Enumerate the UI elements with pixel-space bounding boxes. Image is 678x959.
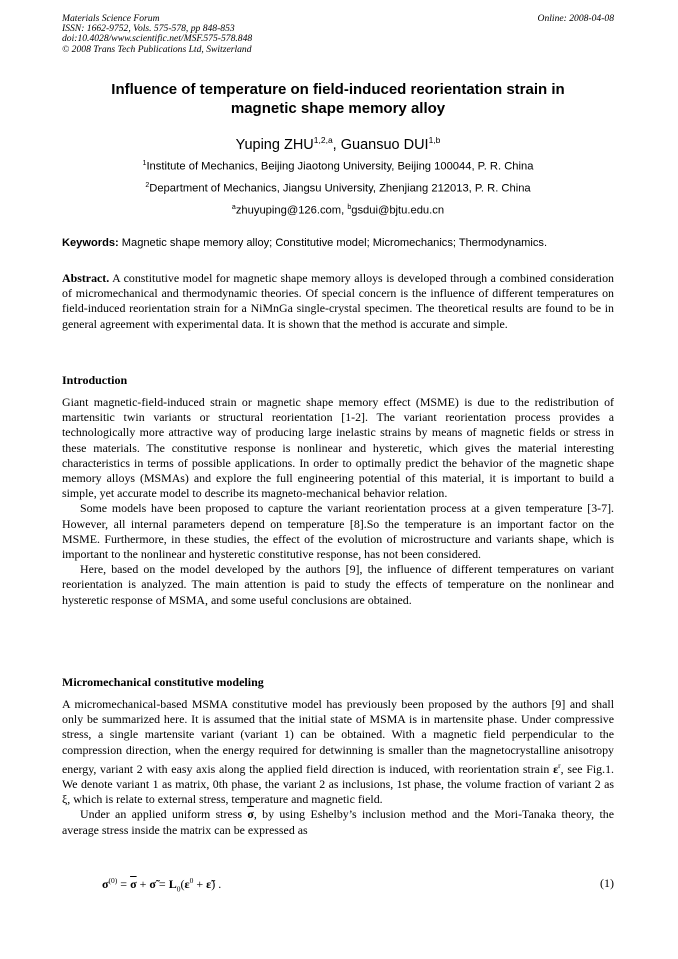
eq-eps-sup: 0 bbox=[189, 876, 194, 885]
affiliation-1 bbox=[62, 157, 614, 174]
micro-p2-text-b: , by using Eshelby’s inclusion method and the Mori-Tanaka theory, the average stress inside the matrix can be expressed as bbox=[62, 807, 614, 837]
journal-name: Materials Science Forum bbox=[62, 13, 160, 24]
intro-paragraph-1: Giant magnetic-field-induced strain or magnetic shape memory effect (MSME) is due to the redistribution of martensitic twin variants or structural reorientation [1-2]. The variant reorientation process provides a technologically more attractive way of producing large inelastic strains by means of magnetic fields or stress in these materials. The constitutive response is nonlinear and hysteretic, which gives the material interesting characteristics in terms of possible applications. In order to optimally predict the behavior of the magnetic shape memory alloys (MSMAs) and explore the full engineering potential of this material, it is important to build a simple, yet accurate model to describe its magneto-mechanical behavior relation. bbox=[62, 395, 614, 501]
email-b[interactable]: gsdui@bjtu.edu.cn bbox=[351, 204, 445, 217]
keywords-text: Magnetic shape memory alloy; Constitutive model; Micromechanics; Thermodynamics. bbox=[118, 237, 548, 249]
email-b-sup: b bbox=[347, 204, 352, 211]
equation-number: (1) bbox=[600, 876, 614, 890]
intro-paragraph-2: Some models have been proposed to capture the variant reorientation process at a given temperature [3-7]. However, all internal parameters depend on temperature [8].So the temperature is an important factor on the MSME. Furthermore, in these studies, the effect of the evolution of microstructure and variants shape, which is important to the nonlinear and hysteretic constitutive response, has not been considered. bbox=[62, 501, 614, 562]
strain-symbol: ε bbox=[553, 761, 559, 776]
author-2: Guansuo DUI bbox=[340, 136, 429, 153]
eq-sigma-bar: $\overline{\sigma}$ bbox=[130, 877, 137, 891]
intro-paragraph-3: Here, based on the model developed by the authors [9], the influence of different temperatures on variant reorientation is analyzed. The main attention is paid to study the effects of temperature on the nonlinear and hysteretic response of MSMA, and some useful conclusions are obtained. bbox=[62, 562, 614, 607]
author-2-sup: 1,b bbox=[428, 135, 441, 145]
eq-open-paren: ( bbox=[180, 877, 185, 891]
equation-expression bbox=[102, 876, 221, 893]
micro-paragraph-1 bbox=[62, 697, 614, 807]
aff-1-sup: 1 bbox=[142, 160, 147, 167]
strain-sup: r bbox=[558, 760, 561, 770]
micromechanical-body bbox=[62, 697, 614, 838]
aff-2-text: Department of Mechanics, Jiangsu University, Zhenjiang 212013, P. R. China bbox=[149, 182, 531, 195]
eq-sigma-tilde: σ̃ bbox=[149, 877, 156, 891]
keywords bbox=[62, 236, 622, 250]
eq-eps-tilde: ε̃ bbox=[206, 877, 212, 891]
author-separator: , bbox=[332, 136, 341, 153]
eq-plus-2: + bbox=[193, 877, 207, 891]
title-line-2: magnetic shape memory alloy bbox=[230, 100, 446, 117]
micromechanical-heading: Micromechanical constitutive modeling bbox=[62, 675, 264, 689]
email-a[interactable]: zhuyuping@126.com, bbox=[235, 204, 348, 217]
micro-p1-text-a: A micromechanical-based MSMA constitutive model has previously been proposed by the authors [9] and shall only be summarized here. It is assumed that the initial state of MSMA is in martensite phase. Under compressive stress, a single martensite variant (variant 1) can be obtained. With a magnetic field perpendicular to the compression direction, when the energy required for detwinning is smaller than the magnetocrystalline anisotropy energy, variant 2 with easy axis along the applied field direction is induced, with reorientation strain bbox=[62, 697, 614, 776]
equation-1 bbox=[62, 876, 614, 894]
author-1: Yuping ZHU bbox=[235, 136, 314, 153]
eq-lhs-sup: (0) bbox=[108, 876, 118, 885]
email-a-sup: a bbox=[231, 204, 236, 211]
eq-eps: ε bbox=[184, 877, 190, 891]
abstract-text: A constitutive model for magnetic shape memory alloys is developed through a combined consideration of micromechanical and thermodynamic theories. Of special concern is the influence of different temperatures on field-induced reorientation strain for a NiMnGa single-crystal specimen. The theoretical results are found to be in general agreement with experimental data. It is shown that the method is accurate and simple. bbox=[62, 271, 614, 331]
keywords-label: Keywords: bbox=[62, 237, 119, 249]
author-list bbox=[62, 131, 614, 154]
author-emails bbox=[62, 201, 614, 218]
author-1-sup: 1,2,a bbox=[313, 135, 333, 145]
copyright-line: © 2008 Trans Tech Publications Ltd, Switzerland bbox=[62, 43, 252, 55]
introduction-heading: Introduction bbox=[62, 373, 128, 387]
online-date: Online: 2008-04-08 bbox=[537, 13, 614, 24]
journal-header bbox=[62, 14, 614, 55]
micro-p2-text-a: Under an applied uniform stress bbox=[80, 807, 248, 822]
doi-line[interactable]: doi:10.4028/www.scientific.net/MSF.575-578.848 bbox=[62, 33, 253, 45]
eq-equals-2: = bbox=[155, 877, 169, 891]
affiliation-2 bbox=[62, 179, 614, 196]
stress-symbol: $\overline{\sigma}$ bbox=[247, 807, 254, 822]
eq-L-sub: 0 bbox=[176, 884, 181, 894]
issn-line: ISSN: 1662-9752, Vols. 575-578, pp 848-853 bbox=[62, 23, 235, 35]
abstract bbox=[62, 271, 614, 332]
micro-paragraph-2 bbox=[62, 807, 614, 837]
eq-equals-1: = bbox=[117, 877, 131, 891]
eq-L: L bbox=[168, 877, 177, 891]
aff-1-text: Institute of Mechanics, Beijing Jiaotong University, Beijing 100044, P. R. China bbox=[146, 160, 534, 173]
micro-p1-text-b: , see Fig.1. We denote variant 1 as matrix, 0th phase, the variant 2 as inclusions, 1st phase, the volume fraction of variant 2 as ξ, which is relate to external stress, temperature and magnetic field. bbox=[62, 761, 615, 807]
eq-lhs: σ bbox=[102, 877, 109, 891]
introduction-body bbox=[62, 395, 614, 608]
eq-close-paren: ) . bbox=[211, 877, 222, 891]
paper-title bbox=[62, 80, 614, 118]
title-line-1: Influence of temperature on field-induced reorientation strain in bbox=[111, 81, 565, 98]
abstract-label: Abstract. bbox=[62, 271, 110, 285]
aff-2-sup: 2 bbox=[145, 182, 150, 189]
eq-plus-1: + bbox=[136, 877, 150, 891]
